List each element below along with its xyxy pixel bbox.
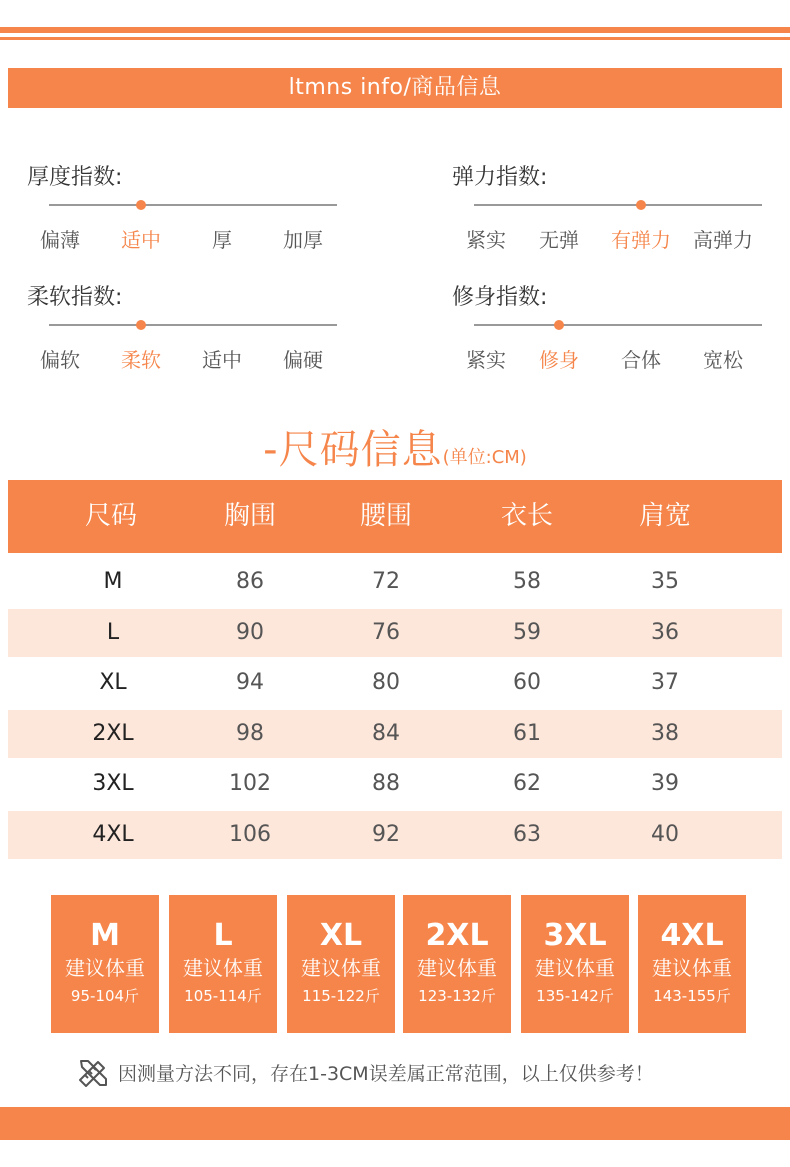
table-cell: 62 (513, 771, 541, 796)
index-block-3 (452, 280, 772, 390)
table-cell-size: 2XL (92, 720, 134, 746)
header-size: 尺码 (84, 501, 137, 531)
table-cell: 76 (372, 619, 400, 645)
size-info-title (0, 418, 790, 475)
table-cell: 102 (229, 771, 271, 796)
table-row (8, 811, 782, 859)
index-option-label: 偏硬 (283, 348, 323, 372)
weight-card (521, 895, 629, 1033)
index-option-label: 紧实 (466, 228, 506, 252)
index-option-label: 适中 (121, 228, 161, 252)
index-option-label: 厚 (212, 228, 232, 252)
table-cell: 39 (651, 771, 679, 796)
table-cell: 59 (513, 619, 541, 645)
card-label: 建议体重 (65, 956, 145, 980)
index-option-label: 高弹力 (693, 228, 753, 252)
index-option-label: 合体 (621, 348, 661, 372)
index-title: 厚度指数: (27, 165, 123, 190)
index-scale-line (474, 204, 762, 206)
index-block-2 (27, 280, 347, 390)
index-scale-line (49, 324, 337, 326)
index-title: 弹力指数: (452, 165, 548, 190)
table-cell: 90 (236, 619, 264, 645)
card-weight: 123-132斤 (418, 987, 496, 1005)
index-option-label: 偏薄 (40, 228, 80, 252)
index-option-label: 加厚 (283, 228, 323, 252)
index-option-label: 宽松 (703, 348, 743, 372)
card-size: L (213, 918, 233, 953)
header-length: 衣长 (500, 501, 553, 531)
weight-card (403, 895, 511, 1033)
card-weight: 143-155斤 (653, 987, 731, 1005)
card-label: 建议体重 (301, 956, 381, 980)
table-cell: 86 (236, 569, 264, 594)
table-cell: 106 (229, 821, 271, 847)
card-weight: 115-122斤 (302, 987, 380, 1005)
table-cell: 58 (513, 569, 541, 594)
table-cell: 60 (513, 670, 541, 695)
table-cell: 36 (651, 619, 679, 645)
card-weight: 95-104斤 (70, 987, 140, 1005)
table-cell-size: 3XL (92, 771, 134, 796)
weight-card (169, 895, 277, 1033)
card-label: 建议体重 (417, 956, 497, 980)
index-marker-dot (636, 200, 646, 210)
table-cell: 35 (651, 569, 679, 594)
index-marker-dot (136, 200, 146, 210)
top-stripe-thin (0, 37, 790, 40)
weight-card (638, 895, 746, 1033)
index-marker-dot (554, 320, 564, 330)
table-cell: 98 (236, 720, 264, 746)
table-cell: 61 (513, 720, 541, 746)
index-marker-dot (136, 320, 146, 330)
index-title: 修身指数: (452, 285, 548, 310)
index-option-label: 紧实 (466, 348, 506, 372)
header-chest: 胸围 (223, 501, 276, 531)
table-cell: 72 (372, 569, 400, 594)
table-cell: 88 (372, 771, 400, 796)
size-table-header (8, 480, 782, 553)
card-size: 4XL (660, 918, 724, 953)
index-option-label: 有弹力 (611, 228, 671, 252)
bottom-bar (0, 1107, 790, 1140)
header-waist: 腰围 (359, 501, 412, 531)
card-size: 2XL (425, 918, 489, 953)
index-block-1 (452, 160, 772, 270)
card-label: 建议体重 (183, 956, 263, 980)
table-row (8, 710, 782, 758)
card-weight: 105-114斤 (184, 987, 262, 1005)
note-text: 因测量方法不同，存在1-3CM误差属正常范围，以上仅供参考！ (118, 1062, 654, 1085)
index-option-label: 适中 (202, 348, 242, 372)
card-label: 建议体重 (535, 956, 615, 980)
weight-card (51, 895, 159, 1033)
card-size: XL (319, 918, 363, 953)
index-option-label: 偏软 (40, 348, 80, 372)
table-cell: 80 (372, 670, 400, 695)
size-title-main: -尺码信息 (263, 427, 443, 473)
header-shoulder: 肩宽 (638, 501, 691, 531)
table-cell: 84 (372, 720, 400, 746)
table-cell: 38 (651, 720, 679, 746)
table-cell-size: XL (99, 670, 127, 695)
index-option-label: 修身 (539, 348, 579, 372)
info-banner: ltmns info/商品信息 (8, 68, 782, 108)
card-size: M (90, 918, 120, 953)
table-cell: 37 (651, 670, 679, 695)
table-cell: 40 (651, 821, 679, 847)
index-scale-line (474, 324, 762, 326)
index-option-label: 柔软 (121, 348, 161, 372)
index-block-0 (27, 160, 347, 270)
table-row (8, 609, 782, 657)
weight-card (287, 895, 395, 1033)
table-cell-size: 4XL (92, 821, 134, 847)
table-row (8, 558, 782, 606)
measurement-note (76, 1056, 654, 1088)
index-title: 柔软指数: (27, 285, 123, 310)
card-label: 建议体重 (652, 956, 732, 980)
table-row (8, 659, 782, 707)
card-weight: 135-142斤 (536, 987, 614, 1005)
card-size: 3XL (543, 918, 607, 953)
table-cell: 63 (513, 821, 541, 847)
table-row (8, 760, 782, 808)
index-option-label: 无弹 (539, 228, 579, 252)
ruler-pencil-icon (76, 1056, 110, 1088)
index-scale-line (49, 204, 337, 206)
table-cell: 94 (236, 670, 264, 695)
top-stripe-thick (0, 27, 790, 33)
table-cell-size: M (103, 569, 123, 594)
size-title-unit: (单位:CM) (442, 447, 527, 468)
table-cell-size: L (106, 619, 120, 645)
table-cell: 92 (372, 821, 400, 847)
